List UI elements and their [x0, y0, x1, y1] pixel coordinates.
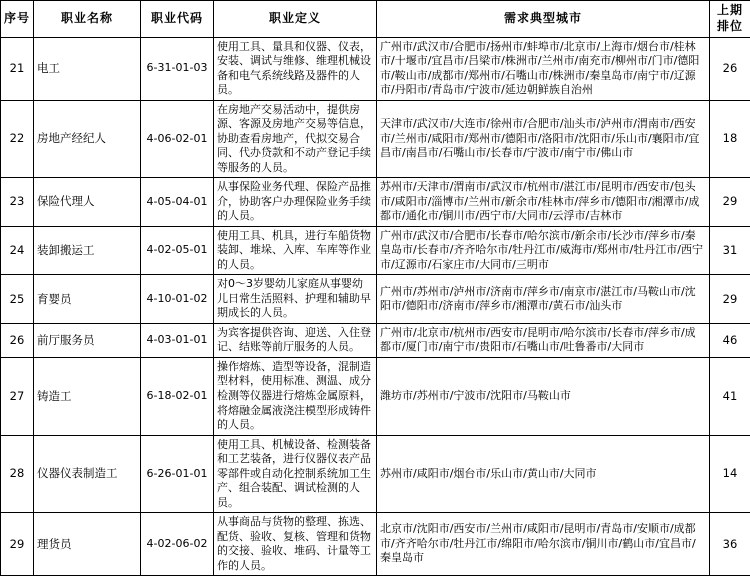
cell-occupation-name: 仪器仪表制造工 [34, 435, 141, 513]
cell-cities: 苏州市/咸阳市/烟台市/乐山市/黄山市/大同市 [377, 435, 710, 513]
cell-rank: 36 [710, 513, 750, 576]
cell-occupation-name: 保险代理人 [34, 178, 141, 227]
header-code: 职业代码 [141, 1, 214, 38]
table-header-row [1, 1, 750, 38]
cell-rank: 31 [710, 226, 750, 275]
cell-seq: 24 [1, 226, 34, 275]
header-name: 职业名称 [34, 1, 141, 38]
cell-definition: 使用工具、机械设备、检测装备和工艺装备，进行仪器仪表产品零部件或自动化控制系统加工生产、组合装配、调试检测的人员。 [214, 435, 377, 513]
cell-occupation-code: 4-02-05-01 [141, 226, 214, 275]
header-cities: 需求典型城市 [377, 1, 710, 38]
cell-cities: 广州市/北京市/杭州市/西安市/昆明市/哈尔滨市/长春市/萍乡市/成都市/厦门市/南宁市/贵阳市/石嘴山市/吐鲁番市/大同市 [377, 323, 710, 357]
cell-occupation-name: 前厅服务员 [34, 323, 141, 357]
cell-seq: 28 [1, 435, 34, 513]
table-row [1, 178, 750, 227]
table-row [1, 275, 750, 324]
cell-occupation-code: 6-18-02-01 [141, 357, 214, 435]
cell-seq: 21 [1, 37, 34, 100]
cell-definition: 从事商品与货物的整理、拣选、配货、验收、复核、管理和货物的交接、验收、堆码、计量等工作的人员。 [214, 513, 377, 576]
cell-definition: 为宾客提供咨询、迎送、入住登记、结账等前厅服务的人员。 [214, 323, 377, 357]
cell-cities: 广州市/武汉市/合肥市/扬州市/蚌埠市/北京市/上海市/烟台市/桂林市/十堰市/宜昌市/吕梁市/株洲市/兰州市/南充市/柳州市/门市/德阳市/鞍山市/成都市/郑州市/石嘴山市/株洲市/秦皇岛市/南宁市/辽源市/丹阳市/青岛市/宁波市/延边朝鲜族自治州 [377, 37, 710, 100]
cell-occupation-name: 理货员 [34, 513, 141, 576]
cell-seq: 25 [1, 275, 34, 324]
header-definition: 职业定义 [214, 1, 377, 38]
cell-definition: 从事保险业务代理、保险产品推介，协助客户办理保险业务手续的人员。 [214, 178, 377, 227]
cell-cities: 广州市/苏州市/泸州市/济南市/萍乡市/南京市/湛江市/马鞍山市/沈阳市/德阳市/济南市/萍乡市/湘潭市/黄石市/汕头市 [377, 275, 710, 324]
cell-occupation-code: 4-06-02-01 [141, 100, 214, 178]
cell-occupation-name: 电工 [34, 37, 141, 100]
cell-occupation-code: 4-02-06-02 [141, 513, 214, 576]
cell-seq: 26 [1, 323, 34, 357]
cell-cities: 苏州市/天津市/渭南市/武汉市/杭州市/湛江市/昆明市/西安市/包头市/咸阳市/淄博市/兰州市/新余市/桂林市/萍乡市/德阳市/湘潭市/成都市/通化市/铜川市/西宁市/大同市/云浮市/吉林市 [377, 178, 710, 227]
cell-seq: 23 [1, 178, 34, 227]
cell-seq: 29 [1, 513, 34, 576]
cell-occupation-code: 4-05-04-01 [141, 178, 214, 227]
cell-seq: 22 [1, 100, 34, 178]
cell-occupation-name: 装卸搬运工 [34, 226, 141, 275]
table-row [1, 323, 750, 357]
cell-occupation-code: 6-26-01-01 [141, 435, 214, 513]
table-row [1, 37, 750, 100]
cell-definition: 操作熔炼、造型等设备，混制造型材料，使用标准、测温、成分检测等仪器进行熔炼金属原料，将熔融金属液浇注模型形成铸件的人员。 [214, 357, 377, 435]
cell-occupation-name: 育婴员 [34, 275, 141, 324]
cell-occupation-code: 6-31-01-03 [141, 37, 214, 100]
cell-seq: 27 [1, 357, 34, 435]
table-row [1, 513, 750, 576]
table-row [1, 100, 750, 178]
table-row [1, 435, 750, 513]
cell-definition: 使用工具、机具，进行车船货物装卸、堆垛、入库、车库等作业的人员。 [214, 226, 377, 275]
cell-cities: 潍坊市/苏州市/宁波市/沈阳市/马鞍山市 [377, 357, 710, 435]
cell-rank: 18 [710, 100, 750, 178]
cell-definition: 使用工具、量具和仪器、仪表，安装、调试与维修、维理机械设备和电气系统线路及器件的人员。 [214, 37, 377, 100]
cell-rank: 41 [710, 357, 750, 435]
header-seq: 序号 [1, 1, 34, 38]
cell-rank: 29 [710, 275, 750, 324]
cell-cities: 北京市/沈阳市/西安市/兰州市/咸阳市/昆明市/青岛市/安顺市/成都市/齐齐哈尔市/牡丹江市/绵阳市/哈尔滨市/铜川市/鹤山市/宜昌市/秦皇岛市 [377, 513, 710, 576]
cell-definition: 在房地产交易活动中，提供房源、客源及房地产交易等信息，协助查看房地产，代拟交易合同、代办贷款和不动产登记手续等服务的人员。 [214, 100, 377, 178]
cell-occupation-name: 铸造工 [34, 357, 141, 435]
cell-rank: 29 [710, 178, 750, 227]
cell-rank: 26 [710, 37, 750, 100]
cell-rank: 14 [710, 435, 750, 513]
table-row [1, 226, 750, 275]
header-rank: 上期排位 [710, 1, 750, 38]
table-row [1, 357, 750, 435]
cell-cities: 广州市/武汉市/合肥市/长春市/哈尔滨市/新余市/长沙市/萍乡市/秦皇岛市/长春市/齐齐哈尔市/牡丹江市/威海市/郑州市/牡丹江市/西宁市/辽源市/石家庄市/大同市/三明市 [377, 226, 710, 275]
cell-cities: 天津市/武汉市/大连市/徐州市/合肥市/汕头市/泸州市/渭南市/西安市/兰州市/咸阳市/郑州市/德阳市/洛阳市/沈阳市/乐山市/襄阳市/宜昌市/南昌市/石嘴山市/长春市/宁波市/南宁市/佛山市 [377, 100, 710, 178]
cell-definition: 对0～3岁婴幼儿家庭从事婴幼儿日常生活照料、护理和辅助早期成长的人员。 [214, 275, 377, 324]
cell-occupation-code: 4-03-01-01 [141, 323, 214, 357]
cell-rank: 46 [710, 323, 750, 357]
cell-occupation-code: 4-10-01-02 [141, 275, 214, 324]
cell-occupation-name: 房地产经纪人 [34, 100, 141, 178]
